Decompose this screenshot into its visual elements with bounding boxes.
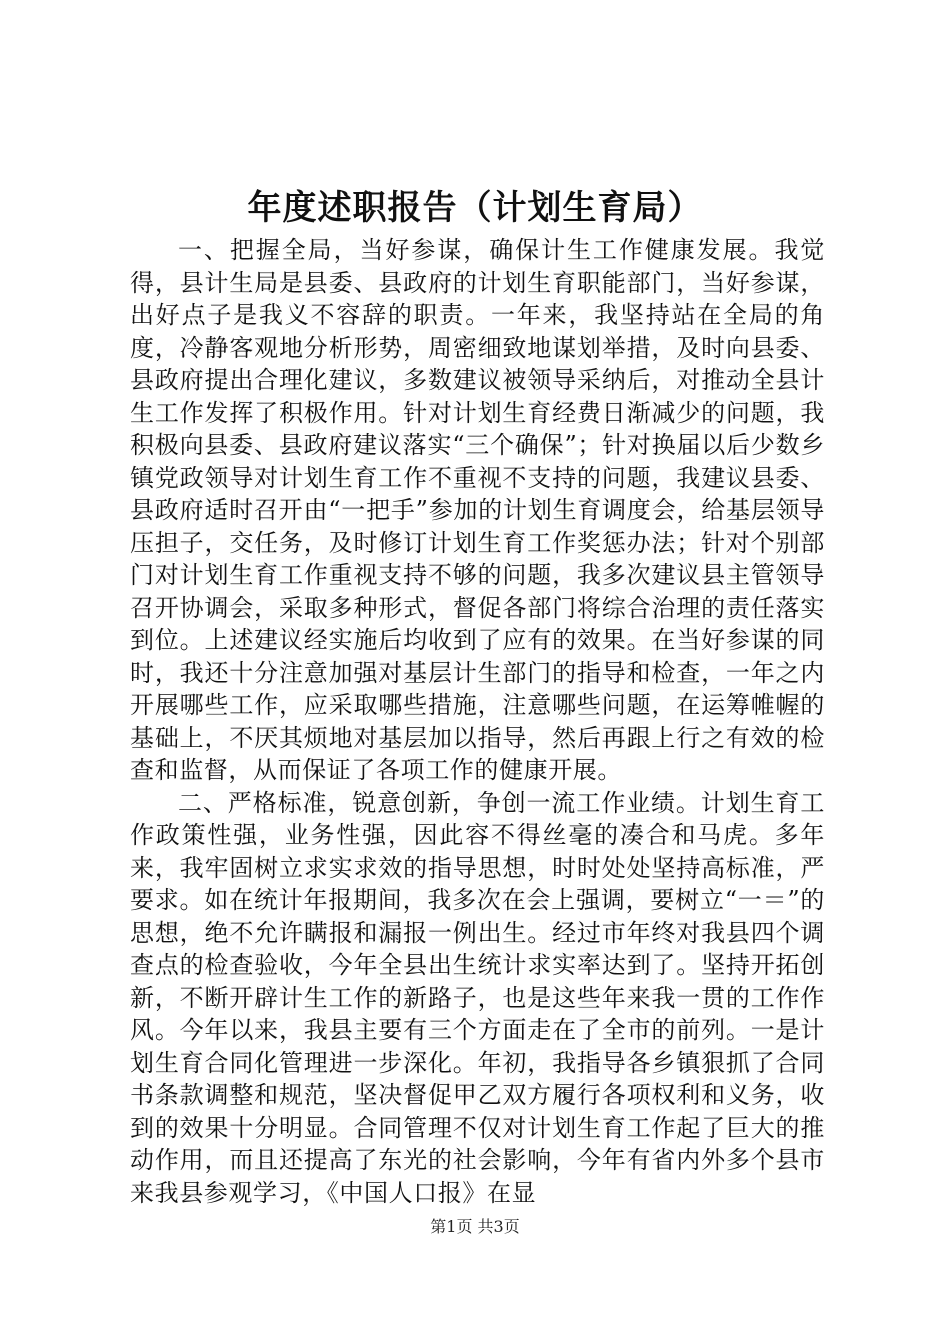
page-number-footer: 第1页 共3页 xyxy=(430,1217,520,1236)
paragraph-2: 二、严格标准，锐意创新，争创一流工作业绩。计划生育工作政策性强，业务性强，因此容不得丝毫的凑合和马虎。多年来，我牢固树立求实求效的指导思想，时时处处坚持高标准，严要求。如在统计年报期间，我多次在会上强调，要树立“一＝”的思想，绝不允许瞒报和漏报一例出生。经过市年终对我县四个调查点的检查验收，今年全县出生统计求实率达到了。坚持开拓创新，不断开辟计生工作的新路子，也是这些年来我一贯的工作作风。今年以来，我县主要有三个方面走在了全市的前列。一是计划生育合同化管理进一步深化。年初，我指导各乡镇狠抓了合同书条款调整和规范，坚决督促甲乙双方履行各项权利和义务，收到的效果十分明显。合同管理不仅对计划生育工作起了巨大的推动作用，而且还提高了东光的社会影响，今年有省内外多个县市来我县参观学习，《中国人口报》在显 xyxy=(130,788,825,1207)
document-body xyxy=(130,234,825,1209)
paragraph-1: 一、把握全局，当好参谋，确保计生工作健康发展。我觉得，县计生局是县委、县政府的计划生育职能部门，当好参谋，出好点子是我义不容辞的职责。一年来，我坚持站在全局的角度，冷静客观地分析形势，周密细致地谋划举措，及时向县委、县政府提出合理化建议，多数建议被领导采纳后，对推动全县计生工作发挥了积极作用。针对计划生育经费日渐减少的问题，我积极向县委、县政府建议落实“三个确保”；针对换届以后少数乡镇党政领导对计划生育工作不重视不支持的问题，我建议县委、县政府适时召开由“一把手”参加的计划生育调度会，给基层领导压担子，交任务，及时修订计划生育工作奖惩办法；针对个别部门对计划生育工作重视支持不够的问题，我多次建议县主管领导召开协调会，采取多种形式，督促各部门将综合治理的责任落实到位。上述建议经实施后均收到了应有的效果。在当好参谋的同时，我还十分注意加强对基层计生部门的指导和检查，一年之内开展哪些工作，应采取哪些措施，注意哪些问题，在运筹帷幄的基础上，不厌其烦地对基层加以指导，然后再跟上行之有效的检查和监督，从而保证了各项工作的健康开展。 xyxy=(130,236,825,784)
document-title: 年度述职报告（计划生育局） xyxy=(247,188,703,228)
